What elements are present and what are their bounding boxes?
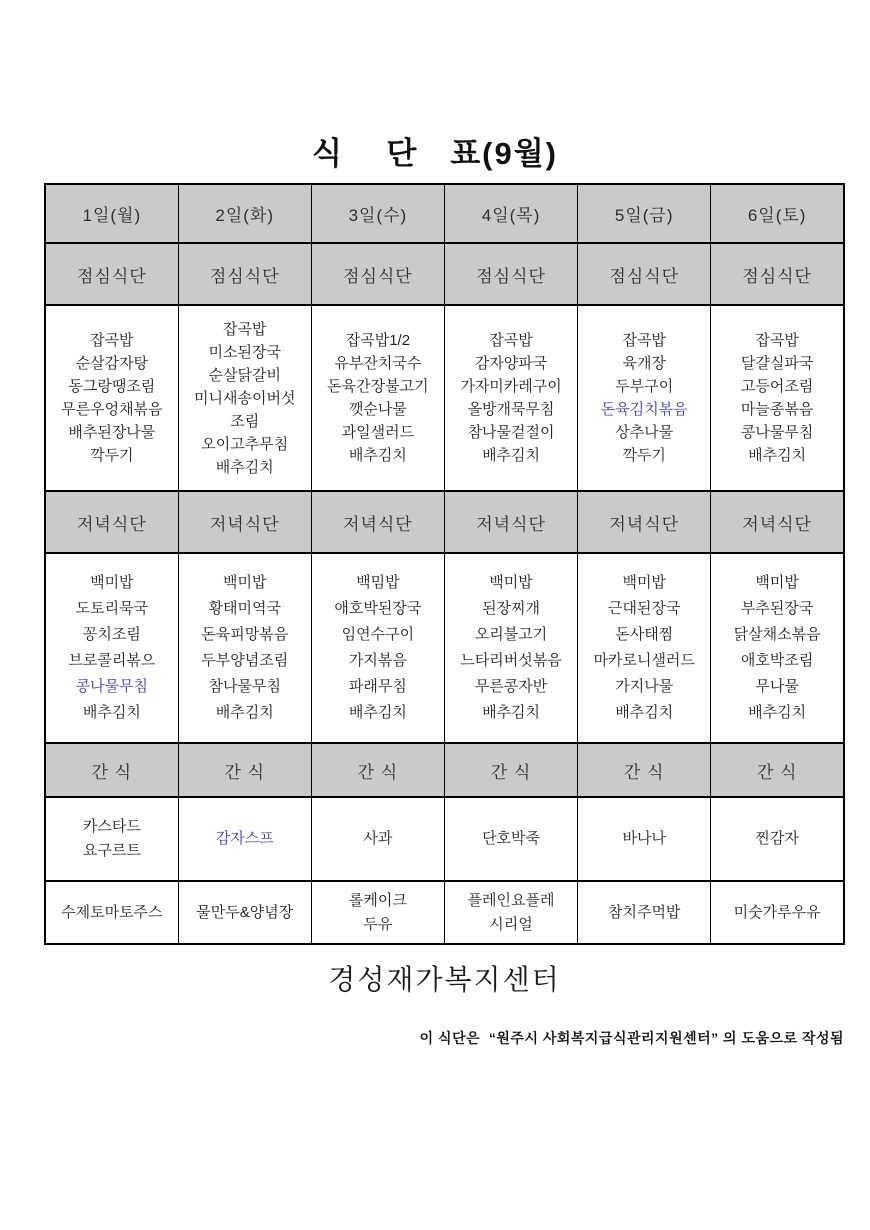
lunch-label-cell	[711, 243, 844, 305]
menu-item: 감자양파국	[474, 355, 548, 372]
menu-item: 3일(수)	[348, 206, 408, 225]
menu-item: 시리얼	[489, 915, 533, 933]
menu-item: 두유	[363, 915, 393, 933]
dinner-menu-cell	[178, 553, 311, 743]
menu-item: 백미밥	[489, 574, 533, 591]
dinner-menu-cell	[311, 553, 444, 743]
menu-item: 조림	[230, 412, 260, 430]
menu-item: 배추김치	[482, 447, 541, 464]
menu-item: 잡곡밥	[489, 332, 533, 349]
menu-item: 가자미카레구이	[460, 378, 562, 395]
snack-label-cell	[45, 743, 178, 797]
table-row	[45, 743, 844, 797]
menu-item: 애호박된장국	[334, 600, 422, 617]
menu-item: 점심식단	[742, 266, 812, 286]
menu-item: 돈육피망볶음	[201, 626, 289, 643]
lunch-label-cell	[45, 243, 178, 305]
menu-item: 배추김치	[215, 458, 274, 476]
menu-item: 돈사태찜	[615, 626, 674, 643]
menu-item: 가지볶음	[348, 652, 407, 669]
menu-item: 참나물겉절이	[467, 424, 555, 441]
menu-item: 브로콜리볶으	[68, 652, 156, 669]
table-row	[45, 881, 844, 944]
menu-item: 저녁식단	[209, 514, 280, 534]
menu-item: 배추김치	[615, 704, 674, 721]
menu-item: 무른콩자반	[474, 678, 548, 695]
table-row	[45, 797, 844, 881]
menu-item: 무나물	[755, 678, 799, 695]
dinner-menu-cell	[711, 553, 844, 743]
menu-item: 부추된장국	[740, 600, 814, 617]
menu-item: 상추나물	[615, 424, 674, 441]
menu-item: 도토리묵국	[75, 600, 149, 617]
menu-item: 요구르트	[82, 842, 141, 859]
attribution-note: 이 식단은 “원주시 사회복지급식관리지원센터” 의 도움으로 작성됨	[419, 1030, 844, 1046]
menu-item: 잡곡밥	[222, 320, 267, 338]
menu-item: 참나물무침	[208, 678, 281, 695]
table-row	[45, 491, 844, 553]
menu-table-body	[45, 184, 844, 944]
menu-item: 간 식	[91, 762, 133, 782]
menu-item: 콩나물무침	[740, 424, 814, 441]
dinner-label-cell	[578, 491, 711, 553]
snack-cell	[178, 797, 311, 881]
menu-item: 느타리버섯볶음	[460, 652, 562, 669]
snack-cell	[578, 881, 711, 944]
menu-item: 플레인요플레	[467, 891, 555, 909]
menu-item: 근대된장국	[607, 600, 681, 617]
lunch-menu-cell	[711, 305, 844, 491]
menu-item: 점심식단	[476, 266, 546, 286]
menu-item: 백밈밥	[356, 574, 400, 591]
page-title: 식 단 표(9월)	[312, 136, 558, 171]
snack-cell	[45, 797, 178, 881]
menu-item: 미숫가루우유	[733, 903, 821, 921]
menu-item: 잡곡밥	[622, 332, 666, 349]
lunch-label-cell	[311, 243, 444, 305]
menu-item: 배추김치	[215, 704, 274, 721]
menu-item: 미소된장국	[208, 343, 281, 361]
day-header-cell	[45, 184, 178, 243]
menu-item: 깍두기	[622, 447, 666, 464]
menu-item: 돈육간장불고기	[327, 378, 429, 395]
day-header-cell	[311, 184, 444, 243]
snack-label-cell	[178, 743, 311, 797]
menu-item: 카스타드	[82, 818, 141, 835]
table-row	[45, 305, 844, 491]
menu-item: 마카로니샐러드	[593, 652, 695, 669]
lunch-menu-cell	[578, 305, 711, 491]
menu-item: 유부잔치국수	[334, 355, 422, 372]
menu-item: 돈육김치볶음	[600, 401, 688, 418]
snack-cell	[178, 881, 311, 944]
menu-item: 백미밥	[90, 574, 134, 591]
menu-item: 고등어조림	[740, 378, 814, 395]
menu-item: 올방개묵무침	[467, 401, 555, 418]
menu-item: 백미밥	[622, 574, 666, 591]
menu-item: 물만두&양념장	[196, 903, 294, 921]
menu-item: 파래무침	[348, 678, 407, 695]
dinner-label-cell	[178, 491, 311, 553]
menu-item: 점심식단	[343, 266, 413, 286]
menu-item: 6일(토)	[747, 206, 807, 225]
lunch-menu-cell	[311, 305, 444, 491]
menu-item: 점심식단	[609, 266, 680, 286]
menu-item: 오리불고기	[474, 626, 548, 643]
snack-label-cell	[444, 743, 577, 797]
snack-cell	[711, 797, 844, 881]
table-row	[45, 243, 844, 305]
menu-item: 된장찌개	[482, 600, 541, 617]
menu-item: 배추김치	[748, 447, 807, 464]
table-row	[45, 184, 844, 243]
snack-cell	[444, 881, 577, 944]
snack-label-cell	[711, 743, 844, 797]
menu-item: 콩나물무침	[75, 678, 149, 695]
menu-item: 바나나	[622, 830, 666, 847]
menu-item: 마늘종볶음	[740, 401, 814, 418]
lunch-label-cell	[178, 243, 311, 305]
snack-cell	[578, 797, 711, 881]
menu-item: 육개장	[622, 355, 666, 372]
snack-cell	[45, 881, 178, 944]
menu-item: 4일(목)	[481, 206, 541, 225]
dinner-menu-cell	[444, 553, 577, 743]
dinner-menu-cell	[578, 553, 711, 743]
table-row	[45, 553, 844, 743]
day-header-cell	[178, 184, 311, 243]
menu-item: 배추김치	[82, 704, 141, 721]
menu-item: 간 식	[623, 762, 665, 782]
menu-item: 수제토마토주스	[61, 903, 163, 921]
organization-name: 경성재가복지센터	[328, 964, 561, 995]
dinner-label-cell	[311, 491, 444, 553]
menu-item: 감자스프	[215, 830, 274, 847]
menu-item: 닭살채소볶음	[733, 626, 821, 643]
menu-item: 1일(월)	[82, 206, 142, 225]
menu-item: 두부구이	[615, 378, 674, 395]
menu-item: 2일(화)	[215, 206, 275, 225]
day-header-cell	[578, 184, 711, 243]
menu-item: 오이고추무침	[201, 435, 289, 453]
dinner-label-cell	[711, 491, 844, 553]
menu-item: 점심식단	[209, 266, 280, 286]
menu-item: 임연수구이	[341, 626, 415, 643]
menu-item: 간 식	[357, 762, 399, 782]
menu-item: 간 식	[756, 762, 798, 782]
menu-item: 무른우엉채볶음	[61, 401, 163, 418]
menu-item: 5일(금)	[614, 206, 674, 225]
lunch-label-cell	[444, 243, 577, 305]
snack-cell	[311, 881, 444, 944]
snack-label-cell	[578, 743, 711, 797]
menu-item: 저녁식단	[76, 514, 147, 534]
snack-label-cell	[311, 743, 444, 797]
menu-item: 배추김치	[348, 447, 407, 464]
menu-item: 점심식단	[76, 266, 147, 286]
menu-item: 배추김치	[748, 704, 807, 721]
menu-item: 롤케이크	[348, 891, 407, 909]
menu-item: 백미밥	[755, 574, 799, 591]
lunch-label-cell	[578, 243, 711, 305]
menu-item: 두부양념조림	[201, 652, 289, 669]
menu-item: 배추된장나물	[68, 424, 156, 441]
menu-item: 저녁식단	[609, 514, 680, 534]
menu-item: 저녁식단	[742, 514, 812, 534]
menu-item: 깻순나물	[348, 401, 407, 418]
menu-item: 단호박죽	[482, 830, 541, 847]
menu-item: 배추김치	[482, 704, 541, 721]
snack-cell	[311, 797, 444, 881]
lunch-menu-cell	[444, 305, 577, 491]
menu-item: 찐감자	[755, 830, 799, 847]
menu-item: 순살닭갈비	[208, 366, 281, 384]
dinner-label-cell	[444, 491, 577, 553]
menu-item: 과일샐러드	[341, 424, 415, 441]
menu-item: 간 식	[490, 762, 532, 782]
lunch-menu-cell	[45, 305, 178, 491]
menu-item: 미니새송이버섯	[194, 389, 296, 407]
menu-item: 꽁치조림	[82, 626, 141, 643]
menu-item: 백미밥	[222, 574, 267, 591]
menu-item: 배추김치	[348, 704, 407, 721]
snack-cell	[711, 881, 844, 944]
menu-item: 달걀실파국	[740, 355, 814, 372]
lunch-menu-cell	[178, 305, 311, 491]
menu-item: 동그랑땡조림	[68, 378, 156, 395]
menu-item: 잡곡밥	[755, 332, 799, 349]
day-header-cell	[711, 184, 844, 243]
menu-item: 순살감자탕	[75, 355, 149, 372]
menu-item: 잡곡밥1/2	[345, 332, 411, 349]
menu-table	[44, 183, 845, 945]
dinner-menu-cell	[45, 553, 178, 743]
menu-item: 간 식	[224, 762, 266, 782]
day-header-cell	[444, 184, 577, 243]
menu-item: 저녁식단	[476, 514, 546, 534]
menu-item: 잡곡밥	[90, 332, 134, 349]
dinner-label-cell	[45, 491, 178, 553]
menu-item: 황태미역국	[208, 600, 281, 617]
menu-item: 저녁식단	[343, 514, 413, 534]
menu-item: 참치주먹밥	[607, 903, 681, 921]
menu-item: 깍두기	[90, 447, 134, 464]
menu-item: 사과	[363, 830, 393, 847]
menu-item: 가지나물	[615, 678, 674, 695]
menu-item: 애호박조림	[740, 652, 814, 669]
snack-cell	[444, 797, 577, 881]
